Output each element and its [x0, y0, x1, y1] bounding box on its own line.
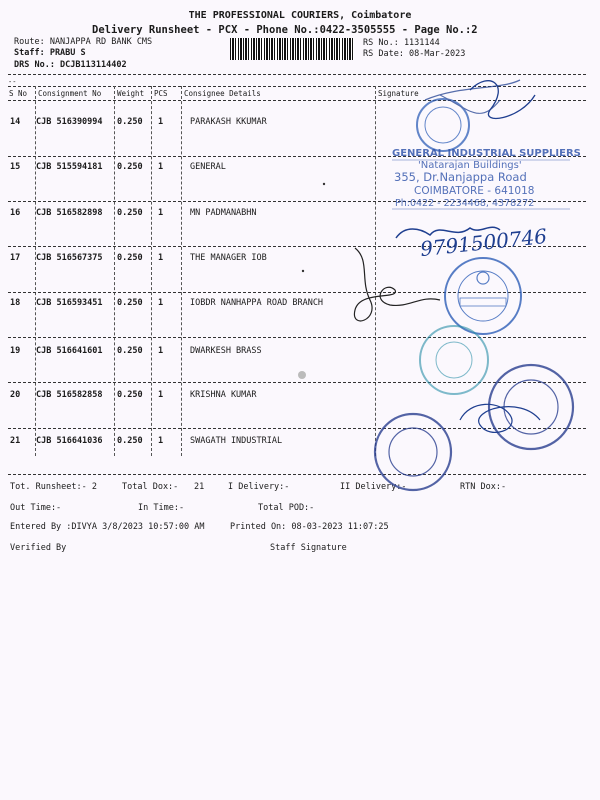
entered-by: Entered By :DIVYA 3/8/2023 10:57:00 AM: [10, 522, 205, 532]
signature-scribble-icon: [460, 404, 540, 432]
ink-speck: [302, 270, 304, 272]
ink-speck: [298, 371, 306, 379]
col-sno: S No: [9, 89, 28, 98]
stamp-text: 355, Dr.Nanjappa Road: [394, 170, 527, 184]
row-sno: 14: [10, 117, 21, 127]
rs-number: RS No.: 1131144: [363, 38, 440, 48]
row-sno: 15: [10, 162, 21, 172]
row-consignee: KRISHNA KUMAR: [190, 390, 257, 400]
row-sno: 19: [10, 346, 21, 356]
row-pcs: 1: [158, 298, 164, 308]
row-consignee: SWAGATH INDUSTRIAL: [190, 436, 283, 446]
row-consignment: CJB 515594181: [36, 162, 103, 172]
row-pcs: 1: [158, 253, 164, 263]
row-pcs: 1: [158, 346, 164, 356]
stamp-text: Ph:0422 - 2234468, 4378272: [395, 198, 535, 209]
row-sno: 16: [10, 208, 21, 218]
row-sno: 21: [10, 436, 21, 446]
row-consignee: MN PADMANABHN: [190, 208, 257, 218]
row-consignment: CJB 516582858: [36, 390, 103, 400]
i-delivery: I Delivery:-: [228, 482, 290, 492]
signature-scribble-icon: [470, 81, 535, 119]
rs-date: RS Date: 08-Mar-2023: [363, 49, 466, 59]
row-consignment: CJB 516593451: [36, 298, 103, 308]
header-mark: --: [8, 78, 17, 86]
rtn-dox: RTN Dox:-: [460, 482, 507, 492]
row-weight: 0.250: [117, 390, 143, 400]
col-consignment: Consignment No: [38, 89, 102, 98]
row-weight: 0.250: [117, 162, 143, 172]
company-name: THE PROFESSIONAL COURIERS, Coimbatore: [188, 10, 412, 21]
ink-speck: [323, 183, 325, 185]
row-pcs: 1: [158, 117, 164, 127]
row-pcs: 1: [158, 162, 164, 172]
row-consignment: CJB 516567375: [36, 253, 103, 263]
col-consignee: Consignee Details: [184, 89, 261, 98]
total-dox: Total Dox:-: [122, 482, 179, 492]
row-weight: 0.250: [117, 346, 143, 356]
round-stamp-icon: [417, 80, 520, 151]
row-weight: 0.250: [117, 208, 143, 218]
in-time: In Time:-: [138, 503, 185, 513]
runsheet-title: Delivery Runsheet - PCX - Phone No.:0422-3505555 - Page No.:2: [92, 24, 478, 36]
row-weight: 0.250: [117, 253, 143, 263]
row-consignment: CJB 516390994: [36, 117, 103, 127]
row-sno: 17: [10, 253, 21, 263]
row-consignment: CJB 516582898: [36, 208, 103, 218]
col-signature: Signature: [378, 89, 419, 98]
company-stamp-icon: [392, 148, 581, 209]
col-weight: Weight: [117, 89, 145, 98]
row-weight: 0.250: [117, 117, 143, 127]
printed-on: Printed On: 08-03-2023 11:07:25: [230, 522, 389, 532]
stamp-text: GENERAL INDUSTRIAL SUPPLIERS: [392, 148, 581, 159]
staff-signature: Staff Signature: [270, 543, 347, 553]
row-sno: 18: [10, 298, 21, 308]
row-consignee: IOBDR NANHAPPA ROAD BRANCH: [190, 298, 324, 308]
stamp-text: 'Natarajan Buildings': [418, 160, 522, 171]
row-consignee: GENERAL: [190, 162, 226, 172]
route-label: Route: NANJAPPA RD BANK CMS: [14, 37, 153, 47]
ii-delivery: II Delivery:-: [340, 482, 407, 492]
row-consignment: CJB 516641036: [36, 436, 103, 446]
row-weight: 0.250: [117, 436, 143, 446]
row-consignee: PARAKASH KKUMAR: [190, 117, 267, 127]
tot-runsheet: Tot. Runsheet:- 2: [10, 482, 97, 492]
drs-number: DRS No.: DCJB113114402: [14, 60, 127, 70]
out-time: Out Time:-: [10, 503, 62, 513]
col-pcs: PCS: [154, 89, 168, 98]
row-pcs: 1: [158, 436, 164, 446]
row-pcs: 1: [158, 390, 164, 400]
row-weight: 0.250: [117, 298, 143, 308]
round-stamp-icon: [420, 326, 488, 394]
round-stamp-icon: [375, 365, 573, 490]
handwritten-phone: 9791500746: [418, 223, 549, 262]
row-consignment: CJB 516641601: [36, 346, 103, 356]
total-dox-value: 21: [194, 482, 205, 492]
staff-label: Staff: PRABU S: [14, 48, 86, 58]
row-consignee: THE MANAGER IOB: [190, 253, 267, 263]
total-pod: Total POD:-: [258, 503, 315, 513]
row-consignee: DWARKESH BRASS: [190, 346, 262, 356]
verified-by: Verified By: [10, 543, 67, 553]
stamp-text: COIMBATORE - 641018: [414, 185, 535, 197]
row-pcs: 1: [158, 208, 164, 218]
bank-stamp-icon: [445, 258, 521, 334]
row-sno: 20: [10, 390, 21, 400]
